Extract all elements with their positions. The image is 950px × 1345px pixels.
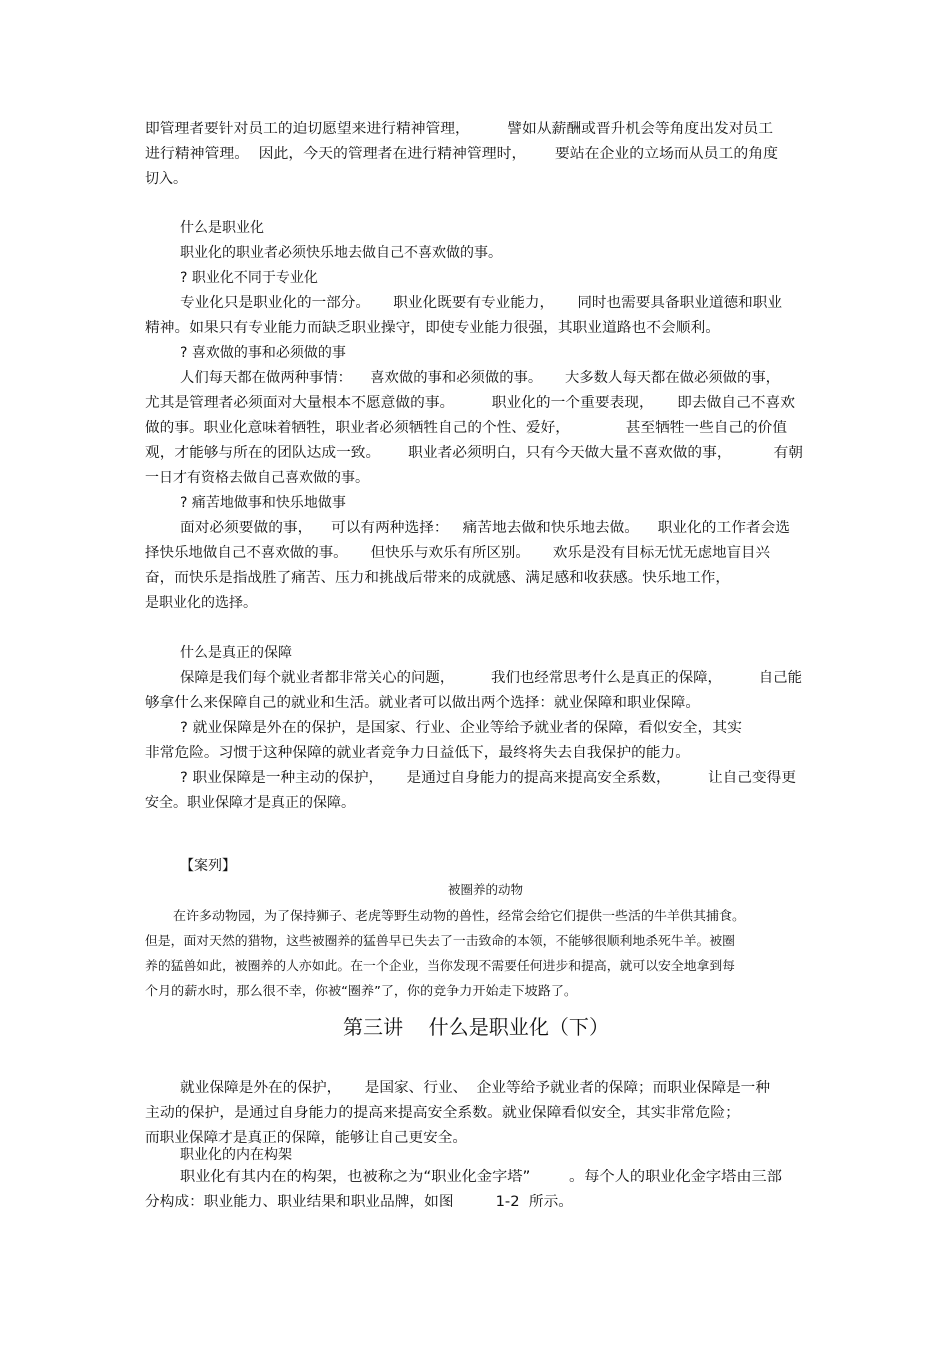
body-line: 进行精神管理。 因此，今天的管理者在进行精神管理时， 要站在企业的立场而从员工的角度 [145, 146, 779, 162]
body-line: 观，才能够与所在的团队达成一致。 职业者必须明白，只有今天做大量不喜欢做的事， 有朝 [145, 445, 803, 461]
body-line: 而职业保障才是真正的保障，能够让自己更安全。 [145, 1130, 468, 1146]
case-label: 【案列】 [180, 858, 236, 874]
body-line: 一日才有资格去做自己喜欢做的事。 [145, 470, 369, 486]
section-heading: 什么是职业化 [180, 220, 264, 236]
lecture-title: 第三讲 什么是职业化（下） [343, 1015, 609, 1039]
case-line: 但是，面对天然的猎物，这些被圈养的猛兽早已失去了一击致命的本领，不能够很顺利地杀死牛羊。被圈 [145, 933, 736, 948]
body-line: 人们每天都在做两种事情： 喜欢做的事和必须做的事。 大多数人每天都在做必须做的事， [180, 370, 781, 386]
case-title: 被圈养的动物 [448, 882, 524, 897]
body-line: 做的事。职业化意味着牺牲，职业者必须牺牲自己的个性、爱好， 甚至牺牲一些自己的价值 [145, 420, 787, 436]
body-line: 保障是我们每个就业者都非常关心的问题， 我们也经常思考什么是真正的保障， 自己能 [180, 670, 803, 686]
body-line: 分构成：职业能力、职业结果和职业品牌，如图 1-2 所示。 [145, 1194, 574, 1210]
body-line: 奋，而快乐是指战胜了痛苦、压力和挑战后带来的成就感、满足感和收获感。快乐地工作， [145, 570, 730, 586]
body-line: 面对必须要做的事， 可以有两种选择： 痛苦地去做和快乐地去做。 职业化的工作者会选 [180, 520, 791, 536]
body-line: 专业化只是职业化的一部分。 职业化既要有专业能力， 同时也需要具备职业道德和职业 [180, 295, 782, 311]
body-line: 精神。如果只有专业能力而缺乏职业操守，即使专业能力很强，其职业道路也不会顺利。 [145, 320, 720, 336]
body-line: 主动的保护，是通过自身能力的提高来提高安全系数。就业保障看似安全，其实非常危险； [145, 1105, 740, 1121]
section-heading: 职业化的内在构架 [180, 1147, 292, 1163]
case-line: 在许多动物园，为了保持狮子、老虎等野生动物的兽性，经常会给它们提供一些活的牛羊供其捕食。 [173, 908, 746, 923]
sub-heading: ? 痛苦地做事和快乐地做事 [180, 495, 346, 511]
sub-heading: ? 喜欢做的事和必须做的事 [180, 345, 346, 361]
section-heading: 什么是真正的保障 [180, 645, 292, 661]
body-line: 切入。 [145, 171, 187, 187]
body-line: 即管理者要针对员工的迫切愿望来进行精神管理， 譬如从薪酬或晋升机会等角度出发对员工 [145, 121, 774, 137]
body-line: ? 职业保障是一种主动的保护， 是通过自身能力的提高来提高安全系数， 让自己变得更 [180, 770, 797, 786]
body-line: ? 就业保障是外在的保护，是国家、行业、企业等给予就业者的保障，看似安全，其实 [180, 720, 743, 736]
body-line: 职业化有其内在的构架，也被称之为“职业化金字塔” 。每个人的职业化金字塔由三部 [180, 1169, 782, 1185]
case-line: 个月的薪水时，那么很不幸，你被“圈养”了，你的竞争力开始走下坡路了。 [145, 983, 577, 998]
body-line: 尤其是管理者必须面对大量根本不愿意做的事。 职业化的一个重要表现， 即去做自己不喜欢 [145, 395, 795, 411]
case-line: 养的猛兽如此，被圈养的人亦如此。在一个企业，当你发现不需要任何进步和提高，就可以安全地拿到每 [145, 958, 736, 973]
sub-heading: ? 职业化不同于专业化 [180, 270, 318, 286]
body-line: 是职业化的选择。 [145, 595, 257, 611]
body-line: 安全。职业保障才是真正的保障。 [145, 795, 355, 811]
body-line: 职业化的职业者必须快乐地去做自己不喜欢做的事。 [180, 245, 502, 261]
body-line: 够拿什么来保障自己的就业和生活。就业者可以做出两个选择：就业保障和职业保障。 [145, 695, 700, 711]
body-line: 就业保障是外在的保护， 是国家、行业、 企业等给予就业者的保障；而职业保障是一种 [180, 1080, 771, 1096]
body-line: 非常危险。习惯于这种保障的就业者竞争力日益低下，最终将失去自我保护的能力。 [145, 745, 690, 761]
body-line: 择快乐地做自己不喜欢做的事。 但快乐与欢乐有所区别。 欢乐是没有目标无忧无虑地盲目兴 [145, 545, 770, 561]
